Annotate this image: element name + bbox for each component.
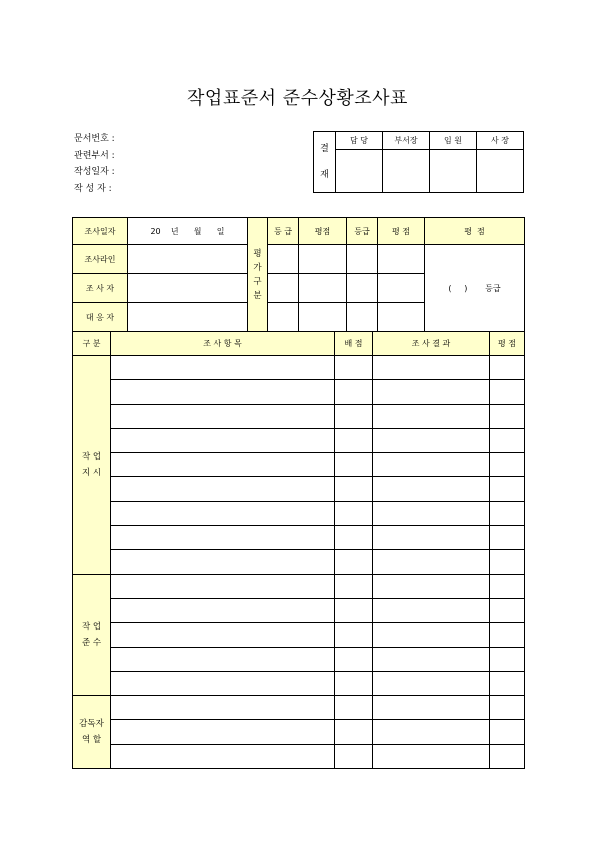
- date-label: 작성일자 :: [74, 167, 115, 177]
- item-cell[interactable]: [111, 477, 335, 501]
- score-cell[interactable]: [490, 501, 525, 525]
- score-header-1: 평점: [299, 218, 347, 245]
- item-cell[interactable]: [111, 623, 335, 647]
- approval-header-president: 사 장: [477, 132, 524, 150]
- item-header: 조 사 항 목: [111, 332, 335, 356]
- item-cell[interactable]: [111, 744, 335, 768]
- table-row: [73, 720, 525, 744]
- table-row: [73, 623, 525, 647]
- result-cell[interactable]: [373, 574, 490, 598]
- surveyor-value[interactable]: [128, 274, 248, 303]
- result-cell[interactable]: [373, 550, 490, 574]
- approval-side-bottom: 재: [320, 170, 329, 180]
- result-cell[interactable]: [373, 501, 490, 525]
- grade-header-1: 등 급: [268, 218, 299, 245]
- category-header: 구 분: [73, 332, 111, 356]
- score-cell[interactable]: [490, 623, 525, 647]
- result-cell[interactable]: [373, 671, 490, 695]
- result-header: 조 사 결 과: [373, 332, 490, 356]
- item-cell[interactable]: [111, 501, 335, 525]
- score-cell[interactable]: [490, 428, 525, 452]
- approval-side-label: [314, 132, 336, 193]
- score-cell[interactable]: [490, 453, 525, 477]
- approval-side-top: 결: [320, 144, 329, 154]
- score-header-2: 평 점: [378, 218, 425, 245]
- section-label: 작 업 준 수: [73, 574, 111, 695]
- approval-sign-manager[interactable]: [383, 150, 430, 193]
- survey-items-body: [73, 356, 525, 769]
- approval-sign-president[interactable]: [477, 150, 524, 193]
- result-cell[interactable]: [373, 356, 490, 380]
- result-cell[interactable]: [373, 380, 490, 404]
- score-cell[interactable]: [490, 526, 525, 550]
- score-cell-2-2[interactable]: [378, 274, 425, 303]
- total-score-header: 평 점: [425, 218, 525, 245]
- approval-sign-staff[interactable]: [336, 150, 383, 193]
- score-cell-1-3[interactable]: [299, 303, 347, 332]
- weight-cell[interactable]: [335, 598, 373, 622]
- score-cell[interactable]: [490, 647, 525, 671]
- section-label: 작 업 지 시: [73, 356, 111, 575]
- grade-cell-2-3[interactable]: [347, 303, 378, 332]
- result-cell[interactable]: [373, 696, 490, 720]
- item-cell[interactable]: [111, 647, 335, 671]
- result-cell[interactable]: [373, 428, 490, 452]
- approval-sign-executive[interactable]: [430, 150, 477, 193]
- table-row: [73, 526, 525, 550]
- score-cell[interactable]: [490, 598, 525, 622]
- item-cell[interactable]: [111, 598, 335, 622]
- weight-cell[interactable]: [335, 501, 373, 525]
- survey-info-table: [72, 217, 525, 332]
- approval-header-manager: 부서장: [383, 132, 430, 150]
- grade-cell-1-1[interactable]: [268, 245, 299, 274]
- grade-cell-2-2[interactable]: [347, 274, 378, 303]
- table-row: [73, 477, 525, 501]
- eval-category-label: 평 가 구 분: [248, 218, 268, 332]
- weight-cell[interactable]: [335, 404, 373, 428]
- result-cell[interactable]: [373, 720, 490, 744]
- item-cell[interactable]: [111, 550, 335, 574]
- result-cell[interactable]: [373, 598, 490, 622]
- item-cell[interactable]: [111, 671, 335, 695]
- table-row: [73, 428, 525, 452]
- table-row: [73, 550, 525, 574]
- score-cell[interactable]: [490, 404, 525, 428]
- weight-cell[interactable]: [335, 477, 373, 501]
- grade-cell-1-2[interactable]: [268, 274, 299, 303]
- score-cell[interactable]: [490, 550, 525, 574]
- grade-result[interactable]: ( ) 등급: [425, 245, 525, 332]
- item-cell[interactable]: [111, 574, 335, 598]
- document-meta: [74, 131, 115, 197]
- result-cell[interactable]: [373, 623, 490, 647]
- weight-cell[interactable]: [335, 671, 373, 695]
- table-row: [73, 453, 525, 477]
- approval-table: [313, 131, 524, 193]
- weight-cell[interactable]: [335, 550, 373, 574]
- score-cell[interactable]: [490, 720, 525, 744]
- author-label: 작 성 자 :: [74, 183, 112, 194]
- survey-date-label: 조사일자: [73, 218, 128, 245]
- result-cell[interactable]: [373, 453, 490, 477]
- grade-cell-1-3[interactable]: [268, 303, 299, 332]
- surveyor-label: 조 사 자: [73, 274, 128, 303]
- weight-cell[interactable]: [335, 453, 373, 477]
- score-cell-1-1[interactable]: [299, 245, 347, 274]
- weight-cell[interactable]: [335, 574, 373, 598]
- score-cell-2-3[interactable]: [378, 303, 425, 332]
- doc-number-label: 문서번호 :: [74, 134, 115, 144]
- grade-header-2: 등급: [347, 218, 378, 245]
- table-row: [73, 356, 525, 380]
- result-cell[interactable]: [373, 647, 490, 671]
- result-cell[interactable]: [373, 744, 490, 768]
- survey-items-table: [72, 331, 525, 769]
- item-cell[interactable]: [111, 380, 335, 404]
- weight-cell[interactable]: [335, 526, 373, 550]
- score-cell[interactable]: [490, 380, 525, 404]
- result-cell[interactable]: [373, 477, 490, 501]
- table-row: [73, 574, 525, 598]
- result-cell[interactable]: [373, 526, 490, 550]
- table-row: [73, 671, 525, 695]
- item-cell[interactable]: [111, 696, 335, 720]
- weight-header: 배 점: [335, 332, 373, 356]
- score-cell-1-2[interactable]: [299, 274, 347, 303]
- weight-cell[interactable]: [335, 744, 373, 768]
- table-row: [73, 380, 525, 404]
- item-cell[interactable]: [111, 720, 335, 744]
- item-cell[interactable]: [111, 404, 335, 428]
- weight-cell[interactable]: [335, 720, 373, 744]
- score-header: 평 점: [490, 332, 525, 356]
- score-cell[interactable]: [490, 671, 525, 695]
- weight-cell[interactable]: [335, 356, 373, 380]
- score-cell[interactable]: [490, 696, 525, 720]
- section-label: 감독자 역 할: [73, 696, 111, 769]
- table-row: [73, 744, 525, 768]
- result-cell[interactable]: [373, 404, 490, 428]
- score-cell[interactable]: [490, 744, 525, 768]
- grade-cell-2-1[interactable]: [347, 245, 378, 274]
- item-cell[interactable]: [111, 453, 335, 477]
- approval-header-executive: 임 원: [430, 132, 477, 150]
- table-row: [73, 647, 525, 671]
- score-cell[interactable]: [490, 356, 525, 380]
- table-row: [73, 598, 525, 622]
- item-cell[interactable]: [111, 428, 335, 452]
- survey-line-label: 조사라인: [73, 245, 128, 274]
- weight-cell[interactable]: [335, 696, 373, 720]
- table-row: [73, 501, 525, 525]
- weight-cell[interactable]: [335, 647, 373, 671]
- score-cell[interactable]: [490, 477, 525, 501]
- weight-cell[interactable]: [335, 623, 373, 647]
- table-row: [73, 696, 525, 720]
- respondent-value[interactable]: [128, 303, 248, 332]
- approval-header-staff: 담 당: [336, 132, 383, 150]
- survey-date-value[interactable]: 20 년 월 일: [128, 218, 248, 245]
- dept-label: 관련부서 :: [74, 150, 115, 161]
- weight-cell[interactable]: [335, 380, 373, 404]
- survey-line-value[interactable]: [128, 245, 248, 274]
- score-cell[interactable]: [490, 574, 525, 598]
- score-cell-2-1[interactable]: [378, 245, 425, 274]
- table-row: [73, 404, 525, 428]
- page-title: 작업표준서 준수상황조사표: [187, 88, 408, 109]
- item-cell[interactable]: [111, 526, 335, 550]
- item-cell[interactable]: [111, 356, 335, 380]
- respondent-label: 대 응 자: [73, 303, 128, 332]
- weight-cell[interactable]: [335, 428, 373, 452]
